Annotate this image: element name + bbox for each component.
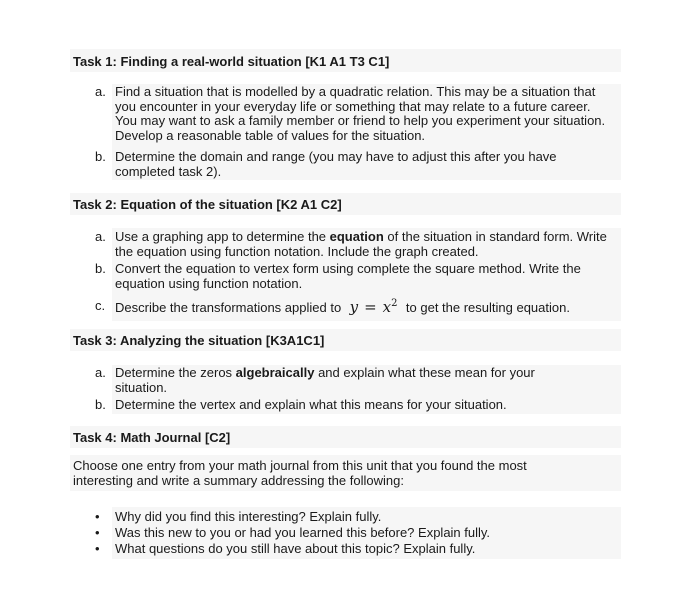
task4-intro: Choose one entry from your math journal from this unit that you found the most interesting and write a summary addressing the following: xyxy=(73,458,527,488)
task1-heading: Task 1: Finding a real-world situation [K1 A1 T3 C1] xyxy=(73,54,390,69)
bullet-marker: • xyxy=(95,525,100,540)
task3-item-a-text-pre: Determine the zeros xyxy=(115,365,236,380)
task3-item-a-marker: a. xyxy=(95,365,106,380)
task3-item-a-text-post: and explain what these mean for your situation. xyxy=(115,365,535,395)
task3-item-a xyxy=(115,366,585,395)
task2-item-c-text-post: to get the resulting equation. xyxy=(405,300,570,315)
task1-item-b: Determine the domain and range (you may have to adjust this after you have completed task 2). xyxy=(115,149,557,179)
task1-item-a: Find a situation that is modelled by a quadratic relation. This may be a situation that you encounter in your everyday life or something that may relate to a future career. You may want to ask a family member or friend to help you experiment your situation. Develop a reasonable table of values for the situation. xyxy=(115,84,606,143)
transformation-equation xyxy=(345,298,402,316)
task2-item-a-bold: equation xyxy=(329,229,384,244)
task3-item-b: Determine the vertex and explain what this means for your situation. xyxy=(115,397,507,412)
task2-item-a xyxy=(115,230,615,259)
task1-item-b-marker: b. xyxy=(95,149,106,164)
task2-item-c xyxy=(115,294,620,318)
task4-heading: Task 4: Math Journal [C2] xyxy=(73,430,231,445)
task2-heading: Task 2: Equation of the situation [K2 A1 C2] xyxy=(73,197,342,212)
task3-heading: Task 3: Analyzing the situation [K3A1C1] xyxy=(73,333,325,348)
task2-item-a-marker: a. xyxy=(95,229,106,244)
task4-bullet-1: Why did you find this interesting? Explain fully. xyxy=(115,509,382,524)
bullet-marker: • xyxy=(95,541,100,556)
bullet-marker: • xyxy=(95,509,100,524)
task2-item-b-marker: b. xyxy=(95,261,106,276)
math-x: x xyxy=(382,298,392,316)
task2-item-c-text-pre: Describe the transformations applied to xyxy=(115,300,342,315)
task2-item-a-text-pre: Use a graphing app to determine the xyxy=(115,229,330,244)
task2-item-a-text-post: of the situation in standard form. Write the equation using function notation. Include the graph created. xyxy=(115,229,607,259)
task4-bullet-2: Was this new to you or had you learned this before? Explain fully. xyxy=(115,525,491,540)
task3-item-a-bold: algebraically xyxy=(235,365,315,380)
task3-item-b-marker: b. xyxy=(95,397,106,412)
math-exponent: 2 xyxy=(391,298,398,309)
task2-item-b: Convert the equation to vertex form using complete the square method. Write the equation using function notation. xyxy=(115,261,581,291)
math-y: y xyxy=(349,298,359,316)
task1-item-a-marker: a. xyxy=(95,84,106,99)
math-equals: = xyxy=(364,298,377,316)
task4-bullet-3: What questions do you still have about this topic? Explain fully. xyxy=(115,541,476,556)
task2-item-c-marker: c. xyxy=(95,298,106,313)
